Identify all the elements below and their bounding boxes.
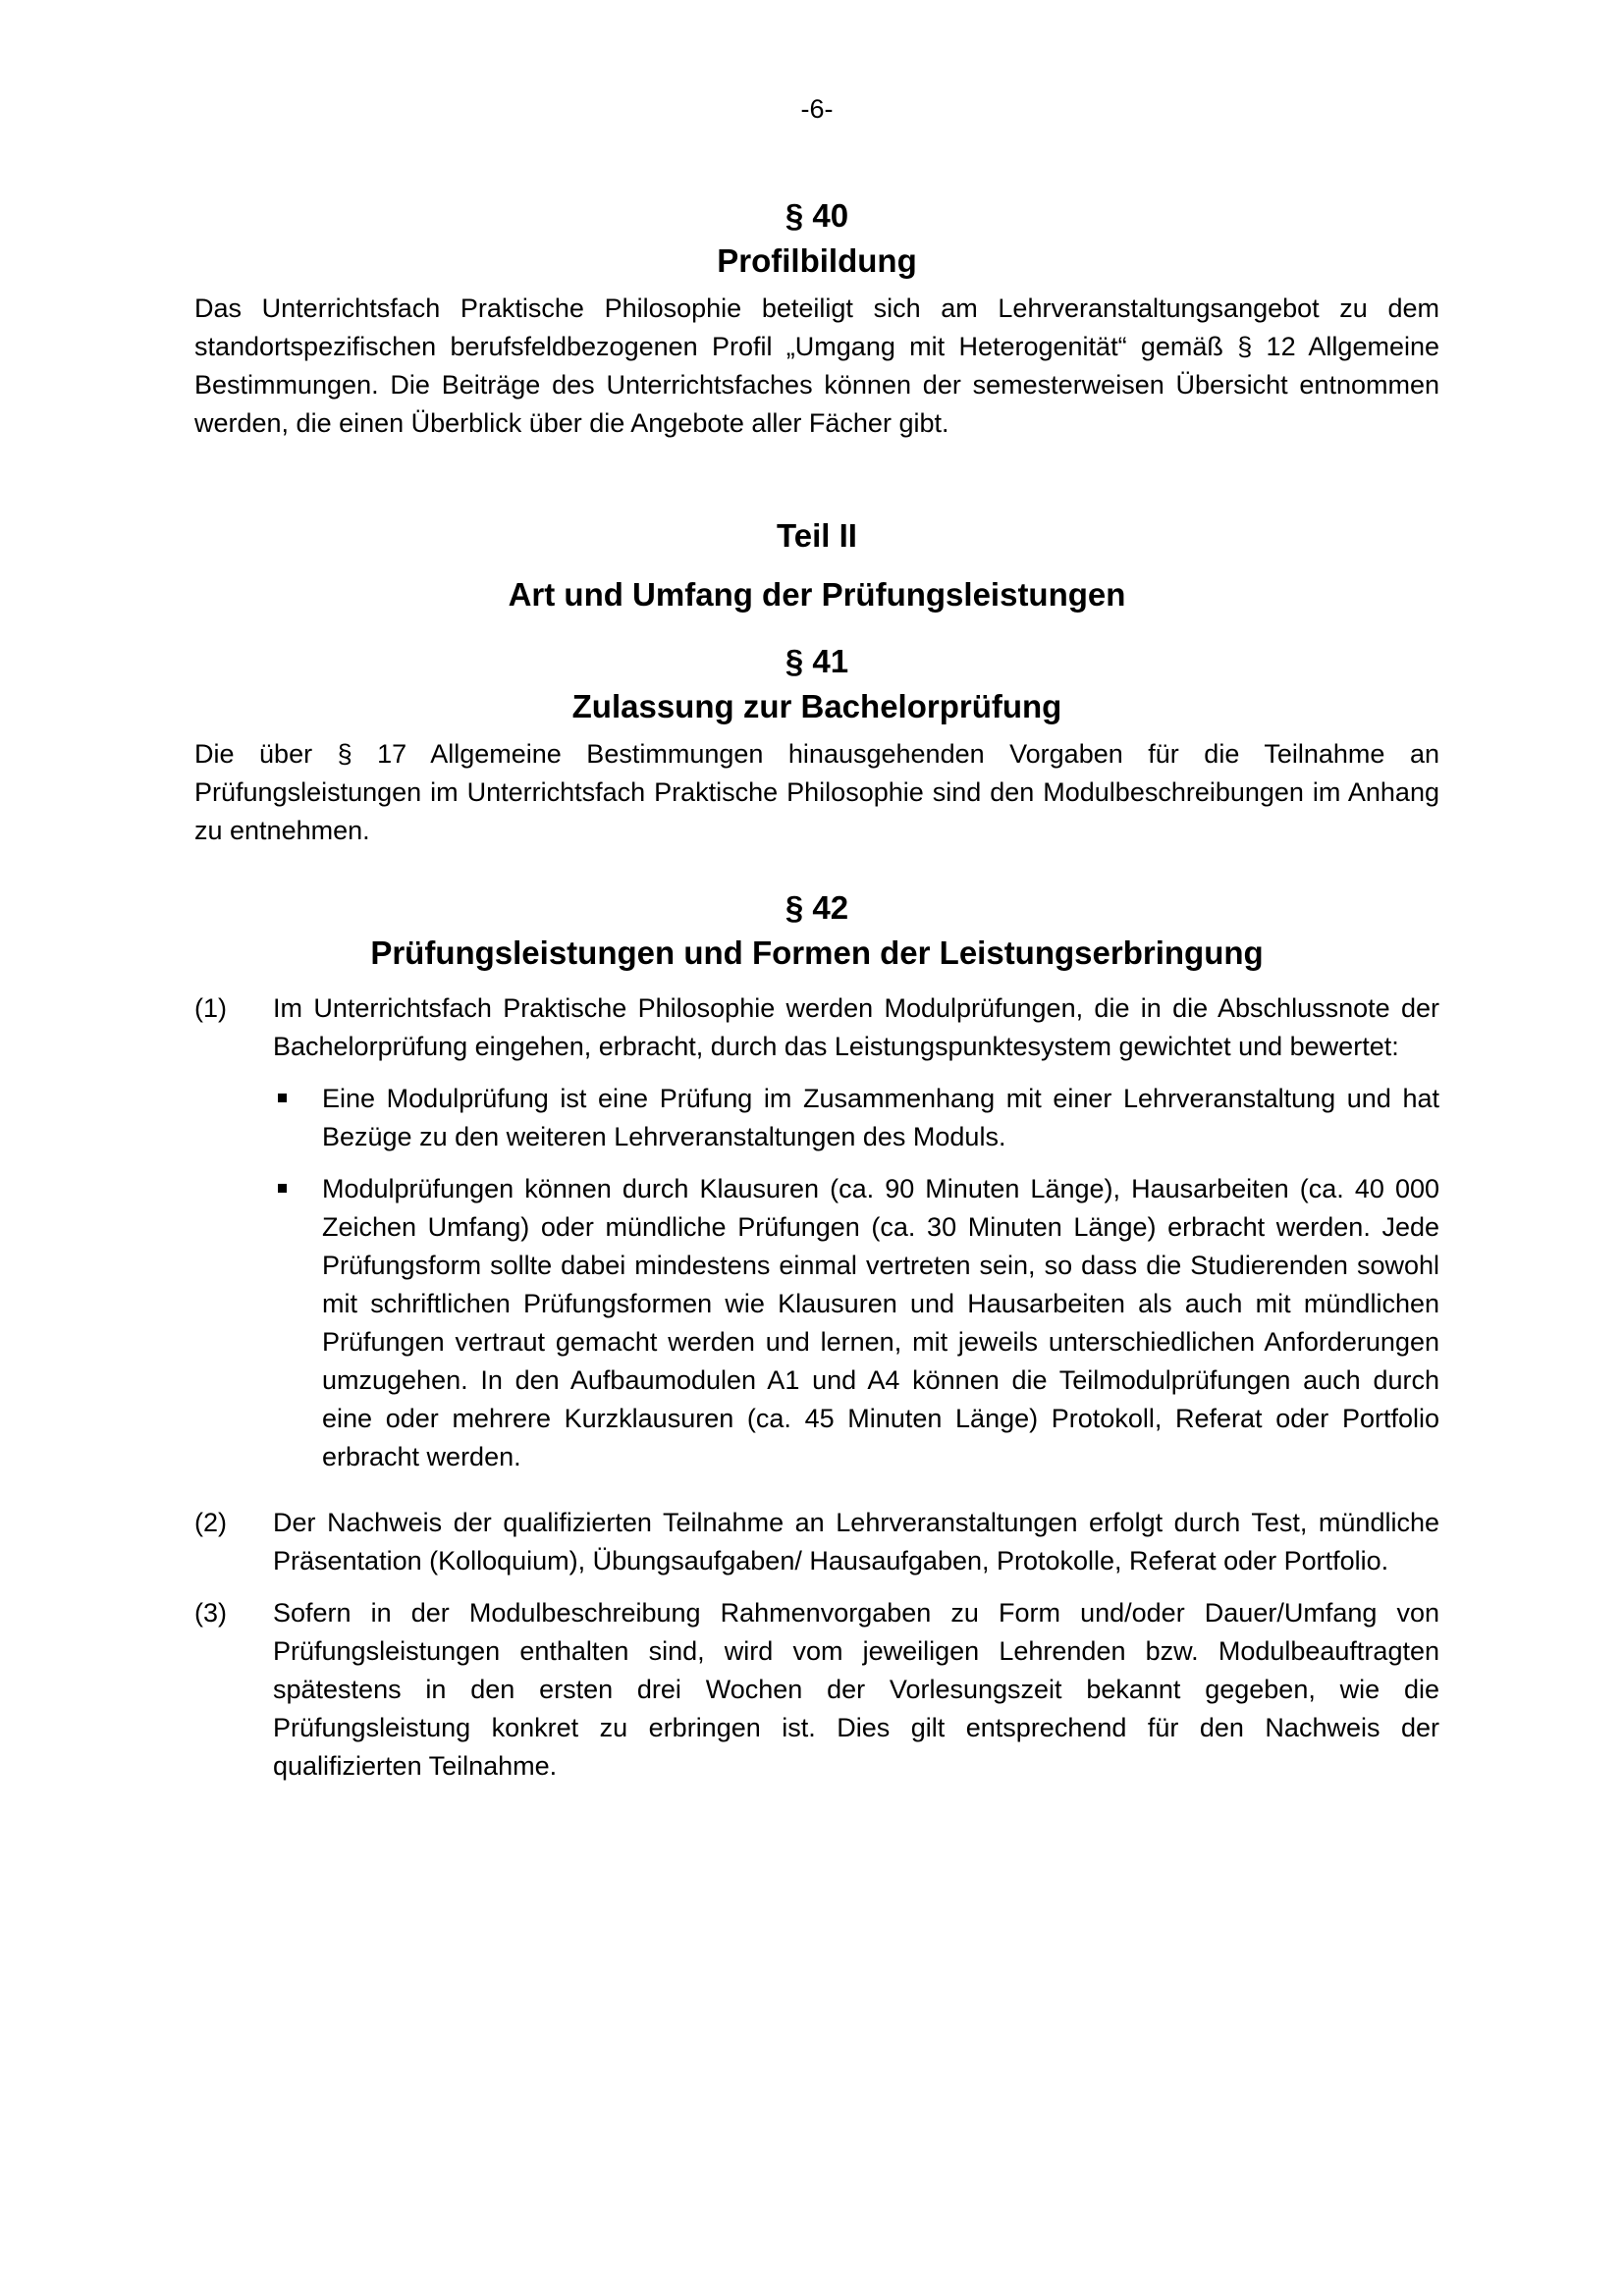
square-bullet-icon <box>273 1080 322 1156</box>
list-item <box>273 1170 1439 1476</box>
section-42-title: Prüfungsleistungen und Formen der Leistungserbringung <box>370 934 1264 971</box>
part-2-subtitle: Art und Umfang der Prüfungsleistungen <box>508 576 1126 613</box>
section-41-title: Zulassung zur Bachelorprüfung <box>571 688 1062 724</box>
section-40 <box>194 193 1439 443</box>
numbered-item <box>194 1504 1439 1580</box>
document-page <box>194 90 1439 1786</box>
bullet-text: Modulprüfungen können durch Klausuren (ca. 90 Minuten Länge), Hausarbeiten (ca. 40 000 Zeichen Umfang) oder mündliche Prüfungen (ca. 30 Minuten Länge) erbracht werden. Jede Prüfungsform sollte dabei mindestens einmal vertreten sein, so dass die Studierenden sowohl mit schriftlichen Prüfungsformen wie Klausuren und Hausarbeiten als auch mit mündlichen Prüfungen vertraut gemacht werden und lernen, mit jeweils unterschiedlichen Anforderungen umzugehen. In den Aufbaumodulen A1 und A4 können die Teilmodulprüfungen auch durch eine oder mehrere Kurzklausuren (ca. 45 Minuten Länge) Protokoll, Referat oder Portfolio erbracht werden. <box>322 1174 1439 1471</box>
numbered-item <box>194 1594 1439 1786</box>
part-2-title: Teil II <box>777 517 857 554</box>
item-text: Sofern in der Modulbeschreibung Rahmenvorgaben zu Form und/oder Dauer/Umfang von Prüfungsleistungen enthalten sind, wird vom jeweiligen Lehrenden bzw. Modulbeauftragten spätestens in den ersten drei Wochen der Vorlesungszeit bekannt gegeben, wie die Prüfungsleistung konkret zu erbringen ist. Dies gilt entsprechend für den Nachweis der qualifizierten Teilnahme. <box>273 1598 1439 1781</box>
item-number: (1) <box>194 993 227 1023</box>
list-item <box>273 1080 1439 1156</box>
square-bullet-icon <box>273 1170 322 1476</box>
section-40-text: Das Unterrichtsfach Praktische Philosophie beteiligt sich am Lehrveranstaltungsangebot zu dem standortspezifischen berufsfeldbezogenen Profil „Umgang mit Heterogenität“ gemäß § 12 Allgemeine Bestimmungen. Die Beiträge des Unterrichtsfaches können der semesterweisen Übersicht entnommen werden, die einen Überblick über die Angebote aller Fächer gibt. <box>194 294 1439 438</box>
bullet-text: Eine Modulprüfung ist eine Prüfung im Zusammenhang mit einer Lehrveranstaltung und hat Bezüge zu den weiteren Lehrveranstaltungen des Moduls. <box>322 1084 1439 1151</box>
page-number: -6- <box>800 94 834 124</box>
section-40-number: § 40 <box>785 197 849 234</box>
item-text: Im Unterrichtsfach Praktische Philosophie werden Modulprüfungen, die in die Abschlussnote der Bachelorprüfung eingehen, erbracht, durch das Leistungspunktesystem gewichtet und bewertet: <box>273 993 1439 1061</box>
item-number: (2) <box>194 1508 227 1537</box>
bullet-list <box>273 1080 1439 1476</box>
section-41-text: Die über § 17 Allgemeine Bestimmungen hinausgehenden Vorgaben für die Teilnahme an Prüfungsleistungen im Unterrichtsfach Praktische Philosophie sind den Modulbeschreibungen im Anhang zu entnehmen. <box>194 739 1439 845</box>
part-2 <box>194 513 1439 617</box>
section-42-number: § 42 <box>785 889 849 926</box>
spacer <box>194 443 1439 513</box>
numbered-item <box>194 989 1439 1490</box>
section-40-title: Profilbildung <box>717 242 917 279</box>
spacer <box>194 850 1439 885</box>
section-41-number: § 41 <box>785 643 849 679</box>
item-number: (3) <box>194 1598 227 1628</box>
section-41 <box>194 639 1439 850</box>
item-text: Der Nachweis der qualifizierten Teilnahme an Lehrveranstaltungen erfolgt durch Test, mündliche Präsentation (Kolloquium), Übungsaufgaben/ Hausaufgaben, Protokolle, Referat oder Portfolio. <box>273 1508 1439 1575</box>
section-42 <box>194 885 1439 1786</box>
